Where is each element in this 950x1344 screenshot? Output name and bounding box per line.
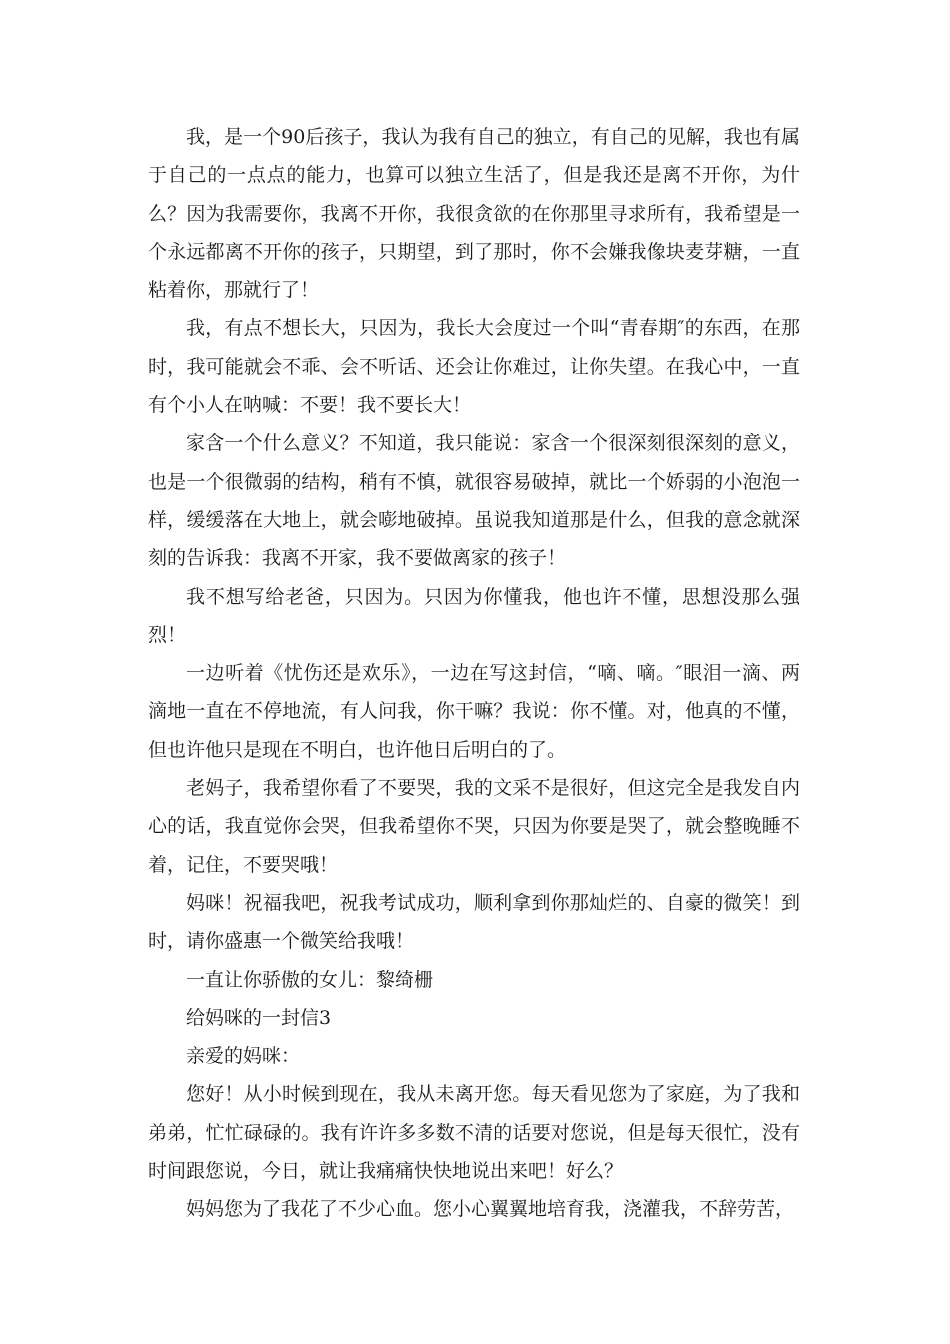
paragraph: 我，有点不想长大，只因为，我长大会度过一个叫“青春期″的东西，在那时，我可能就会不乖、会不听话、还会让你难过，让你失望。在我心中，一直有个小人在呐喊：不要！我不要长大！ xyxy=(148,317,800,417)
paragraph: 我，是一个90后孩子，我认为我有自己的独立，有自己的见解，我也有属于自己的一点点的能力，也算可以独立生活了，但是我还是离不开你，为什么？因为我需要你，我离不开你，我很贪欲的在你那里寻求所有，我希望是一个永远都离不开你的孩子，只期望，到了那时，你不会嫌我像块麦芽糖，一直粘着你，那就行了！ xyxy=(148,126,800,302)
paragraph: 您好！从小时候到现在，我从未离开您。每天看见您为了家庭，为了我和弟弟，忙忙碌碌的。我有许许多多数不清的话要对您说，但是每天很忙，没有时间跟您说，今日，就让我痛痛快快地说出来吧！好么？ xyxy=(148,1083,800,1183)
signature-line: 一直让你骄傲的女儿：黎绮栅 xyxy=(186,968,434,991)
paragraph: 老妈子，我希望你看了不要哭，我的文采不是很好，但这完全是我发自内心的话，我直觉你会哭，但我希望你不哭，只因为你要是哭了，就会整晚睡不着，记住，不要哭哦！ xyxy=(148,777,800,876)
paragraph: 一边听着《忧伤还是欢乐》，一边在写这封信，“嘀、嘀。″眼泪一滴、两滴地一直在不停地流，有人问我，你干嘛？我说：你不懂。对，他真的不懂，但也许他只是现在不明白，也许他日后明白的了。 xyxy=(148,662,800,761)
paragraph: 我不想写给老爸，只因为。只因为你懂我，他也许不懂，思想没那么强烈！ xyxy=(148,585,800,646)
letter-title: 给妈咪的一封信3 xyxy=(186,1006,332,1029)
paragraph: 妈妈您为了我花了不少心血。您小心翼翼地培育我，浇灌我，不辞劳苦， xyxy=(186,1198,795,1221)
paragraph: 家含一个什么意义？不知道，我只能说：家含一个很深刻很深刻的意义，也是一个很微弱的结构，稍有不慎，就很容易破掉，就比一个娇弱的小泡泡一样，缓缓落在大地上，就会嘭地破掉。虽说我知道那是什么，但我的意念就深刻的告诉我：我离不开家，我不要做离家的孩子！ xyxy=(148,432,800,570)
letter-salutation: 亲爱的妈咪： xyxy=(186,1045,301,1068)
document-page xyxy=(148,118,800,1229)
paragraph: 妈咪！祝福我吧，祝我考试成功，顺利拿到你那灿烂的、自豪的微笑！到时，请你盛惠一个微笑给我哦！ xyxy=(148,891,800,953)
